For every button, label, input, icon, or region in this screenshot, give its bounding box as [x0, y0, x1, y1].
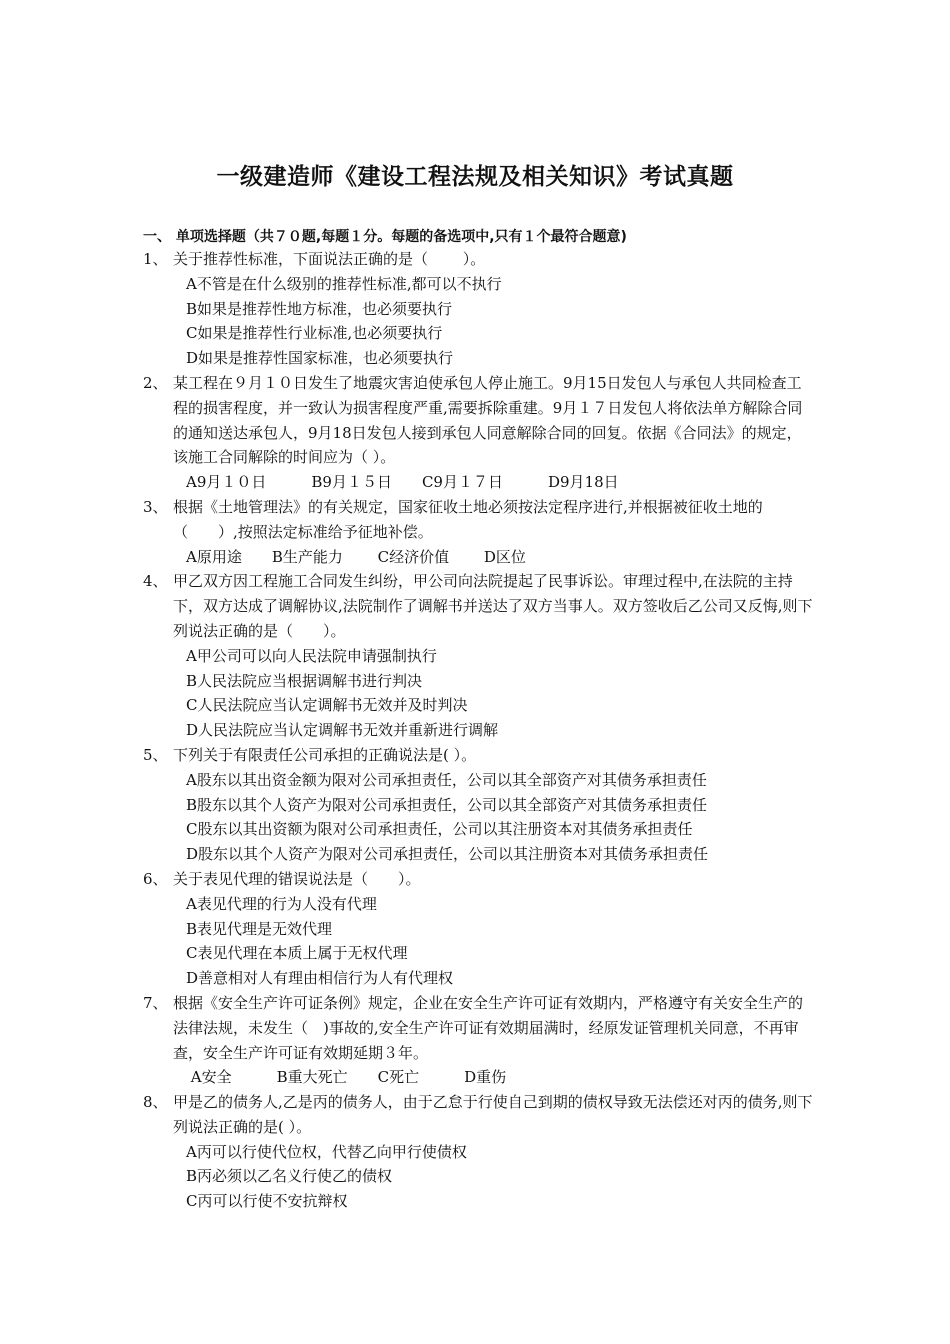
option-c: C丙可以行使不安抗辩权 [186, 1192, 348, 1211]
answer-options [143, 892, 813, 991]
question-3 [143, 495, 813, 569]
question-text: 关于推荐性标准，下面说法正确的是（ ）。 [173, 250, 486, 268]
option-b: B丙必须以乙名义行使乙的债权 [186, 1167, 393, 1186]
question-text: 甲是乙的债务人,乙是丙的债务人，由于乙怠于行使自己到期的债权导致无法偿还对丙的债务,则下列说法正确的是( ）。 [173, 1093, 813, 1136]
options-inline: A原用途 B生产能力 C经济价值 D区位 [186, 547, 526, 566]
option-c: C表见代理在本质上属于无权代理 [186, 944, 408, 963]
option-b: B股东以其个人资产为限对公司承担责任，公司以其全部资产对其债务承担责任 [186, 795, 708, 814]
option-d: D人民法院应当认定调解书无效并重新进行调解 [186, 721, 499, 740]
option-a: A不管是在什么级别的推荐性标准,都可以不执行 [186, 274, 502, 293]
question-number: 4、 [143, 572, 168, 591]
document-title: 一级建造师《建设工程法规及相关知识》考试真题 [216, 164, 734, 190]
option-c: C人民法院应当认定调解书无效并及时判决 [186, 696, 468, 715]
question-text: 下列关于有限责任公司承担的正确说法是( ）。 [173, 745, 477, 764]
question-number: 8、 [143, 1093, 168, 1112]
answer-options [143, 545, 813, 570]
answer-options [143, 1140, 813, 1214]
question-stem [143, 371, 813, 470]
question-text: 某工程在９月１０日发生了地震灾害迫使承包人停止施工。9月15日发包人与承包人共同检查工程的损害程度，并一致认为损害程度严重,需要拆除重建。9月１７日发包人将依法单方解除合同的通知送达承包人，9月18日发包人接到承包人同意解除合同的回复。依据《合同法》的规定，该施工合同解除的时间应为（ ）。 [173, 373, 803, 467]
question-list [143, 247, 813, 1214]
question-stem [143, 867, 813, 892]
question-number: 2、 [143, 373, 168, 392]
question-4 [143, 569, 813, 743]
question-number: 3、 [143, 497, 168, 516]
question-stem [143, 569, 813, 643]
question-stem [143, 743, 813, 768]
question-1 [143, 247, 813, 371]
answer-options [143, 272, 813, 371]
options-inline: A9月１０日 B9月１５日 C9月１７日 D9月18日 [186, 473, 619, 492]
option-c: C如果是推荐性行业标准,也必须要执行 [186, 324, 443, 343]
question-stem [143, 1090, 813, 1140]
question-8 [143, 1090, 813, 1214]
option-c: C股东以其出资额为限对公司承担责任，公司以其注册资本对其债务承担责任 [186, 820, 693, 839]
answer-options [143, 644, 813, 743]
question-5 [143, 743, 813, 867]
options-inline: A安全 B重大死亡 C死亡 D重伤 [186, 1068, 507, 1087]
question-2 [143, 371, 813, 495]
question-stem [143, 247, 813, 272]
option-d: D如果是推荐性国家标准，也必须要执行 [186, 349, 454, 368]
question-stem [143, 495, 813, 545]
option-d: D股东以其个人资产为限对公司承担责任，公司以其注册资本对其债务承担责任 [186, 845, 709, 864]
option-a: A表见代理的行为人没有代理 [186, 894, 377, 913]
option-a: A丙可以行使代位权，代替乙向甲行使债权 [186, 1142, 467, 1161]
option-d: D善意相对人有理由相信行为人有代理权 [186, 969, 454, 988]
option-a: A股东以其出资金额为限对公司承担责任，公司以其全部资产对其债务承担责任 [186, 770, 707, 789]
question-text: 甲乙双方因工程施工合同发生纠纷，甲公司向法院提起了民事诉讼。审理过程中,在法院的主持下，双方达成了调解协议,法院制作了调解书并送达了双方当事人。双方签收后乙公司又反悔,则下列说法正确的是（ ）。 [173, 572, 813, 640]
question-text: 根据《土地管理法》的有关规定，国家征收土地必须按法定程序进行,并根据被征收土地的（ ）,按照法定标准给予征地补偿。 [173, 497, 763, 541]
answer-options [143, 1065, 813, 1090]
question-7 [143, 991, 813, 1090]
question-stem [143, 991, 813, 1065]
question-text: 关于表见代理的错误说法是（ ）。 [173, 869, 421, 888]
question-text: 根据《安全生产许可证条例》规定，企业在安全生产许可证有效期内，严格遵守有关安全生产的法律法规，未发生（ )事故的,安全生产许可证有效期届满时，经原发证管理机关同意，不再审查，安全生产许可证有效期延期３年。 [173, 993, 804, 1062]
option-b: B人民法院应当根据调解书进行判决 [186, 671, 423, 690]
section-heading: 一、 单项选择题（共７０题,每题１分。每题的备选项中,只有１个最符合题意) [143, 229, 627, 245]
question-6 [143, 867, 813, 991]
question-number: 5、 [143, 745, 168, 764]
question-number: 1、 [143, 250, 168, 268]
option-b: B表见代理是无效代理 [186, 919, 333, 938]
question-number: 7、 [143, 993, 168, 1012]
option-b: B如果是推荐性地方标准，也必须要执行 [186, 299, 453, 318]
question-number: 6、 [143, 869, 168, 888]
answer-options [143, 470, 813, 495]
option-a: A甲公司可以向人民法院申请强制执行 [186, 646, 437, 665]
answer-options [143, 768, 813, 867]
